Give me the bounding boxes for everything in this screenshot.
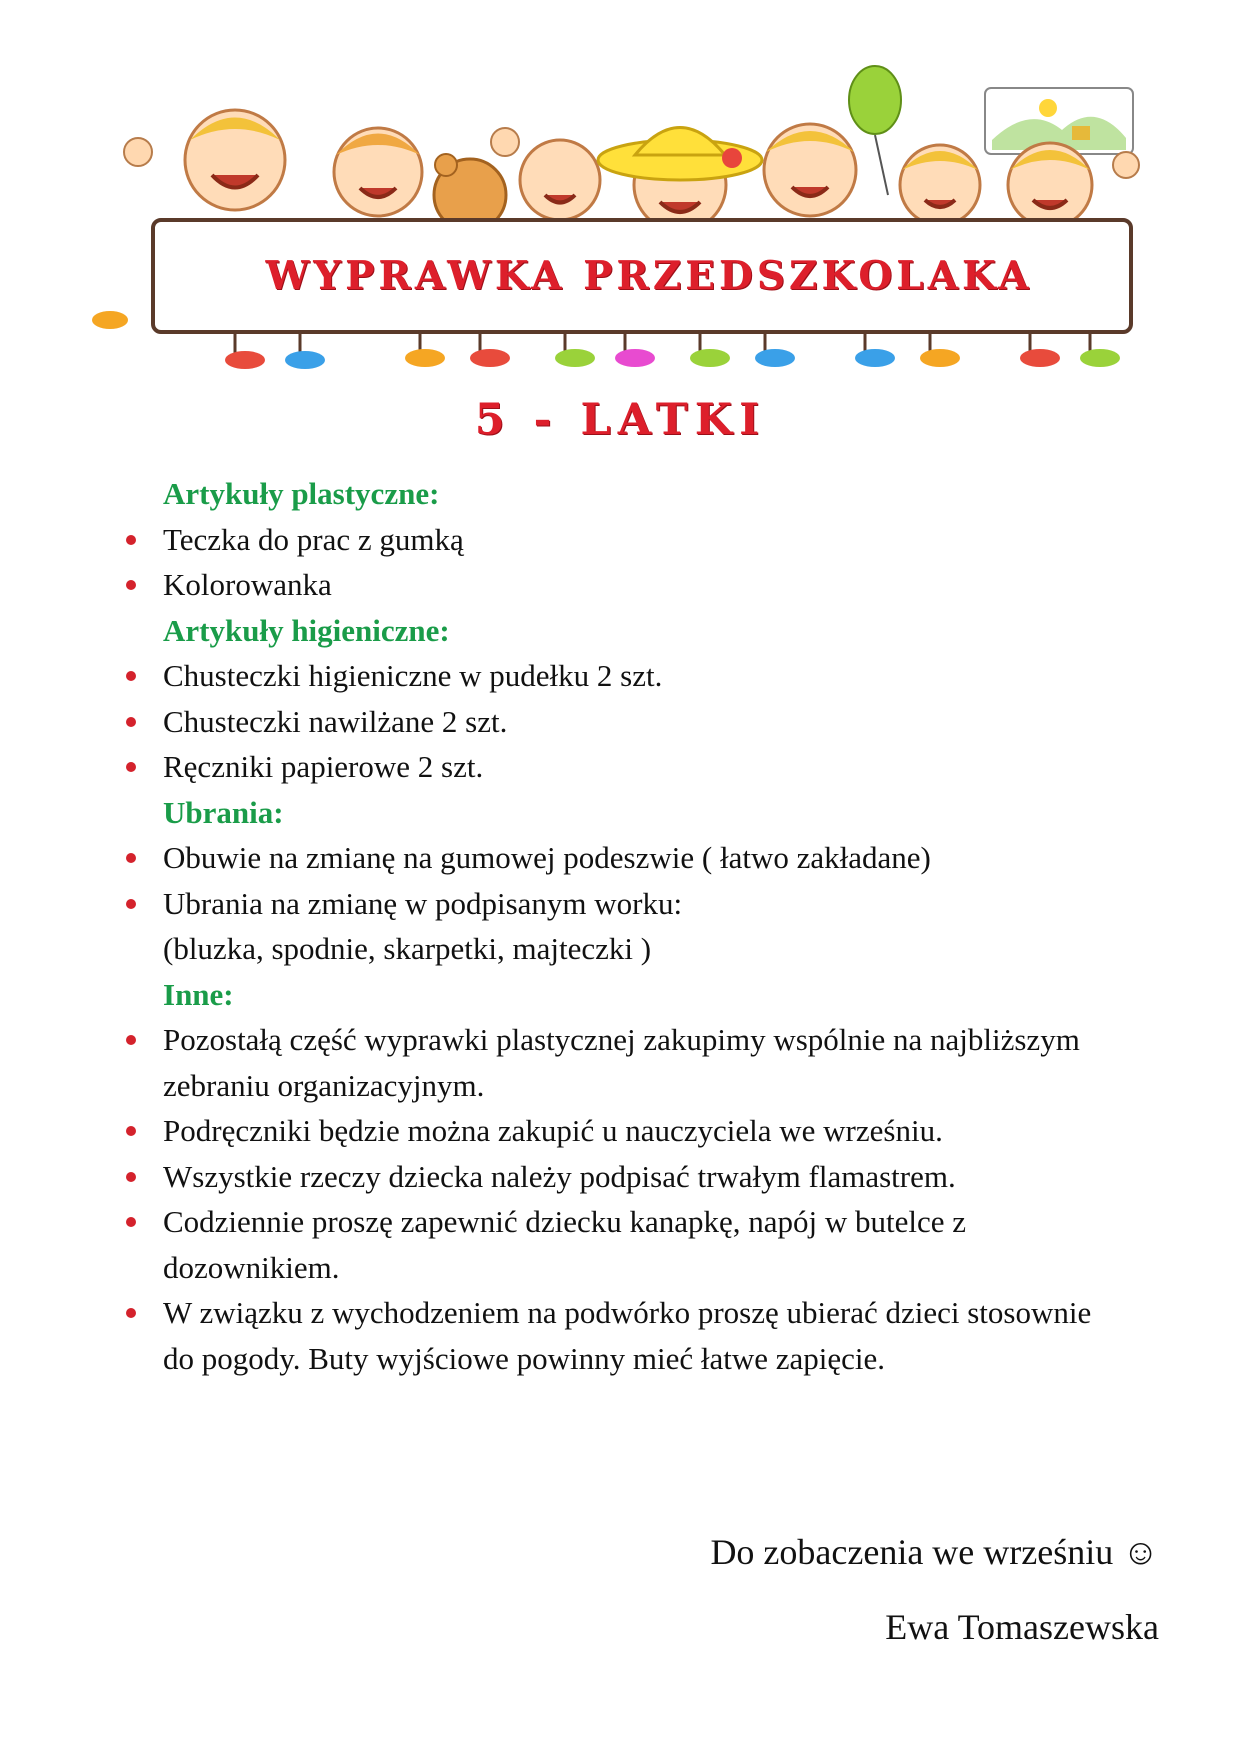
banner-illustration — [0, 0, 1241, 380]
list-item-text: W związku z wychodzeniem na podwórko proszę ubierać dzieci stosownie — [163, 1295, 1092, 1330]
list-item-text: Podręczniki będzie można zakupić u nauczyciela we wrześniu. — [163, 1113, 943, 1148]
child-face-icon — [900, 145, 980, 225]
list-item-text: Codziennie proszę zapewnić dziecku kanapkę, napój w butelce z — [163, 1204, 967, 1239]
list-item-text: Obuwie na zmianę na gumowej podeszwie ( łatwo zakładane) — [163, 840, 931, 875]
list-item — [163, 1154, 1168, 1200]
list-item-text: (bluzka, spodnie, skarpetki, majteczki ) — [163, 931, 652, 966]
list-item-text: Ubrania na zmianę w podpisanym worku: — [163, 885, 683, 921]
bullet-icon — [126, 853, 136, 863]
list-item-text: Chusteczki nawilżane 2 szt. — [163, 703, 508, 739]
list-item-text: Teczka do prac z gumką — [163, 521, 464, 557]
list-item-text: Pozostałą część wyprawki plastycznej zakupimy wspólnie na najbliższym — [163, 1022, 1080, 1057]
list-item-text: Chusteczki higieniczne w pudełku 2 szt. — [163, 658, 663, 693]
list-item — [163, 881, 1168, 972]
list-item — [163, 517, 1168, 563]
section-heading: Artykuły plastyczne: — [163, 476, 440, 511]
bullet-icon — [126, 671, 136, 681]
supply-list — [163, 471, 1168, 1381]
bullet-icon — [126, 717, 136, 727]
list-item — [163, 562, 1168, 608]
hand-icon — [124, 138, 152, 166]
list-item — [163, 1199, 1168, 1290]
child-face-icon — [185, 110, 285, 210]
child-face-icon — [334, 128, 422, 216]
age-group-heading: 5 - LATKI — [474, 395, 767, 445]
list-item — [163, 699, 1168, 745]
list-item — [163, 835, 1168, 881]
child-with-hat-icon — [598, 128, 762, 232]
list-item-text: zebraniu organizacyjnym. — [163, 1067, 485, 1103]
list-item — [163, 1017, 1168, 1108]
list-item-text: Ręczniki papierowe 2 szt. — [163, 749, 484, 784]
bullet-icon — [126, 1308, 136, 1318]
section-heading: Artykuły higieniczne: — [163, 612, 450, 648]
bullet-icon — [126, 1217, 136, 1227]
banner-title: WYPRAWKA PRZEDSZKOLAKA — [265, 253, 1033, 299]
child-face-icon — [1008, 143, 1092, 227]
signature: Ewa Tomaszewska — [885, 1607, 1159, 1647]
list-item-text: Wszystkie rzeczy dziecka należy podpisać trwałym flamastrem. — [163, 1158, 956, 1194]
hand-icon — [491, 128, 519, 156]
list-item — [163, 1290, 1168, 1381]
legs — [235, 334, 1090, 355]
hand-icon — [1113, 152, 1139, 178]
bullet-icon — [126, 580, 136, 590]
bullet-icon — [126, 1035, 136, 1045]
list-item — [163, 653, 1168, 699]
list-item — [163, 744, 1168, 790]
child-face-icon — [764, 124, 856, 216]
list-item — [163, 1108, 1168, 1154]
bullet-icon — [126, 1172, 136, 1182]
list-item-text: dozownikiem. — [163, 1249, 340, 1285]
bullet-icon — [126, 899, 136, 909]
list-item-text: do pogody. Buty wyjściowe powinny mieć łatwe zapięcie. — [163, 1340, 886, 1376]
child-face-icon — [520, 140, 600, 220]
section-heading: Inne: — [163, 976, 234, 1012]
bullet-icon — [126, 1126, 136, 1136]
closing-text: Do zobaczenia we wrześniu ☺ — [710, 1532, 1159, 1572]
bullet-icon — [126, 762, 136, 772]
bullet-icon — [126, 535, 136, 545]
list-item-text: Kolorowanka — [163, 567, 332, 602]
section-heading: Ubrania: — [163, 794, 284, 830]
